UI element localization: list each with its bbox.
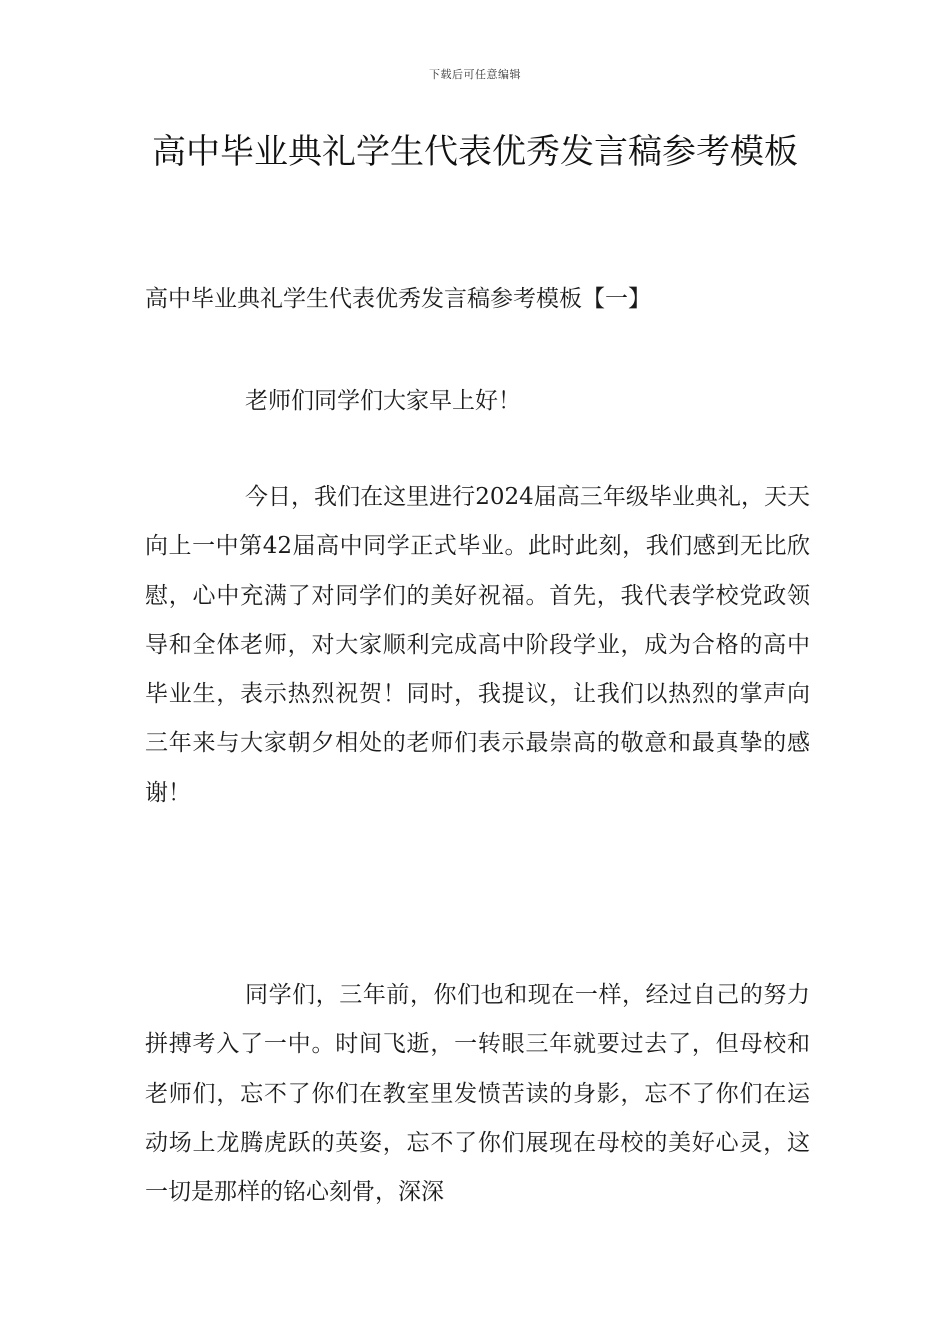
section-heading: 高中毕业典礼学生代表优秀发言稿参考模板【一】 (145, 286, 651, 312)
document-title: 高中毕业典礼学生代表优秀发言稿参考模板 (152, 132, 798, 172)
page-header-note: 下载后可任意编辑 (429, 68, 521, 81)
body-paragraph-1: 今日，我们在这里进行2024届高三年级毕业典礼，天天向上一中第42届高中同学正式毕业。此时此刻，我们感到无比欣慰，心中充满了对同学们的美好祝福。首先，我代表学校党政领导和全体老师，对大家顺利完成高中阶段学业，成为合格的高中毕业生，表示热烈祝贺！同时，我提议，让我们以热烈的掌声向三年来与大家朝夕相处的老师们表示最崇高的敬意和最真挚的感谢！ (145, 484, 810, 806)
body-paragraph-2: 同学们，三年前，你们也和现在一样，经过自己的努力拼搏考入了一中。时间飞逝，一转眼三年就要过去了，但母校和老师们，忘不了你们在教室里发愤苦读的身影，忘不了你们在运动场上龙腾虎跃的英姿，忘不了你们展现在母校的美好心灵，这一切是那样的铭心刻骨，深深 (145, 982, 810, 1206)
greeting-paragraph: 老师们同学们大家早上好！ (245, 388, 521, 414)
